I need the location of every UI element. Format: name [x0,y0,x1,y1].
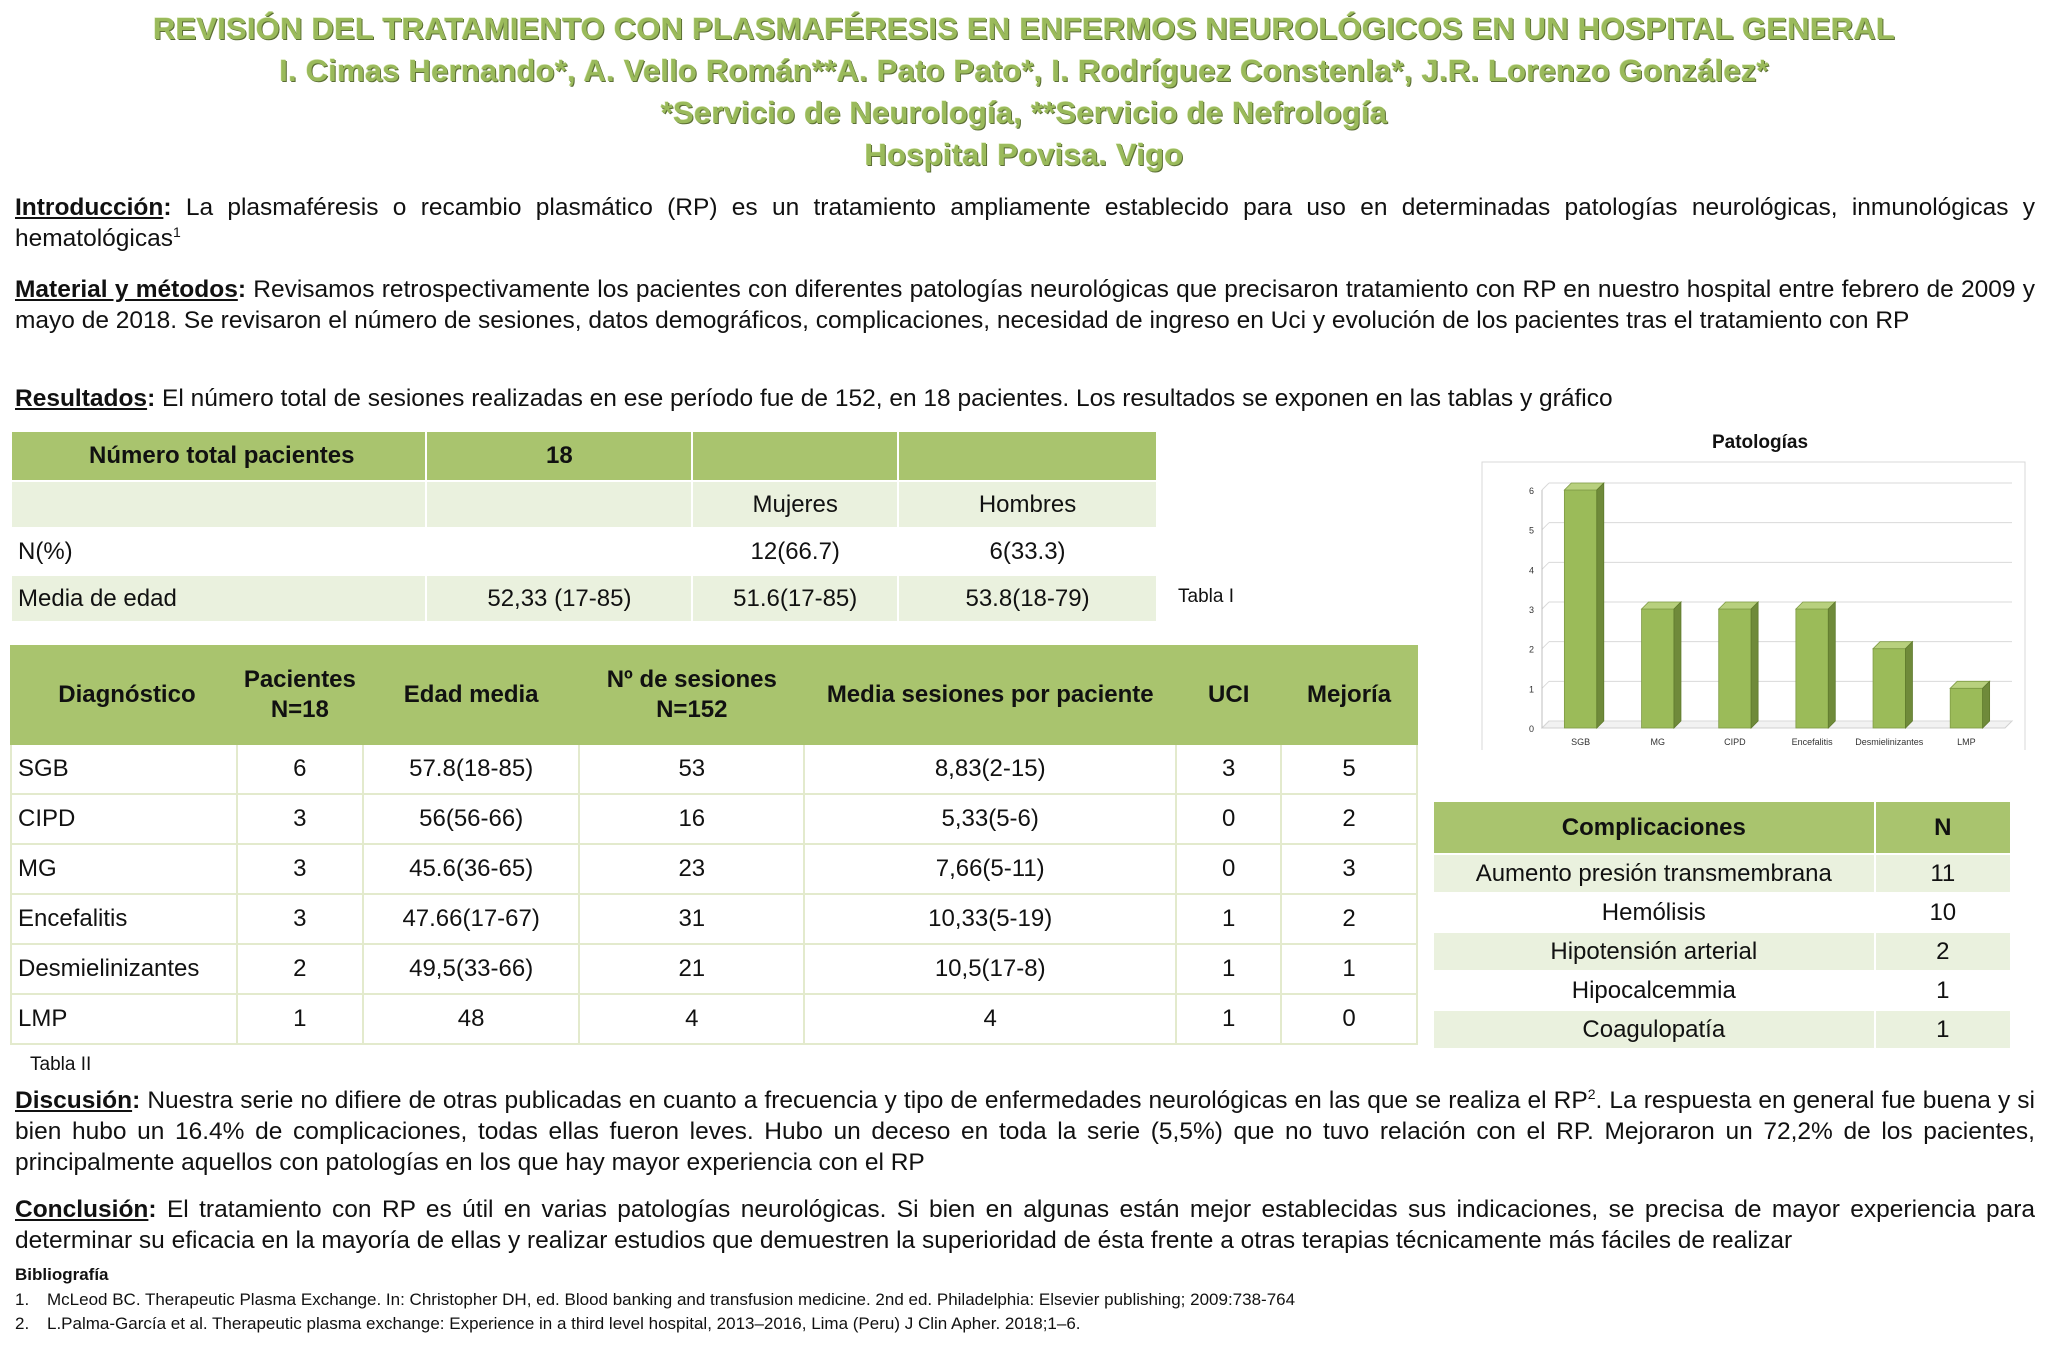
table-cell: 52,33 (17-85) [426,575,692,622]
table-cell: 0 [1176,794,1281,844]
table-row [1433,854,2011,893]
table-cell [426,481,692,528]
table-cell: CIPD [11,794,237,844]
chart-title: Patologías [1711,432,1809,453]
table-cell: Hombres [898,481,1157,528]
bibliography-text: L.Palma-García et al. Therapeutic plasma exchange: Experience in a third level hospital, 2013–2016, Lima (Peru) J Clin Apher. 2018;1–6. [47,1314,1081,1333]
table-row [11,944,1417,994]
poster-title: REVISIÓN DEL TRATAMIENTO CON PLASMAFÉRESIS EN ENFERMOS NEUROLÓGICOS EN UN HOSPITAL GENERAL [152,11,1896,46]
table-row [11,744,1417,794]
table-cell: 31 [579,894,804,944]
table-row [11,794,1417,844]
table-header-row [11,431,1157,481]
y-tick-label: 1 [1528,684,1534,695]
chart-floor [1542,721,2012,728]
chart-gridline [1542,681,1549,688]
table-cell: 6(33.3) [898,528,1157,575]
table-cell: 48 [363,994,580,1044]
discussion-label: Discusión [15,1087,133,1114]
bibliography-item [15,1314,1081,1334]
poster-departments: *Servicio de Neurología, **Servicio de Nefrología [660,95,1388,130]
bibliography-item [15,1290,1295,1310]
table-cell: SGB [11,744,237,794]
header-line: N=18 [270,696,329,723]
results-section: Resultados: El número total de sesiones realizadas en ese período fue de 152, en 18 pacientes. Los resultados se exponen en las tablas y gráfico [15,385,1613,412]
chart-bar [1642,602,1681,728]
chart-bar-side [1983,681,1990,728]
x-tick-label: Encefalitis [1791,737,1833,747]
x-tick-label: LMP [1957,737,1976,747]
table-complications [1432,800,2012,1050]
y-tick-label: 3 [1528,605,1534,615]
table-cell: 1 [1875,971,2011,1010]
methods-section: Material y métodos: Revisamos retrospectivamente los pacientes con diferentes patologías neurológicas que precisaron tratamiento con RP en nuestro hospital entre febrero de 2009 y mayo de 2018. Se revisaron el número de sesiones, datos demográficos, complicaciones, necesidad de ingreso en Uci y evolución de los pacientes tras el tratamiento con RP [15,276,2035,334]
chart-gridline [1542,483,1549,490]
intro-ref: 1 [172,223,181,240]
chart-gridline [1542,602,1549,609]
chart-bar-side [1828,602,1835,728]
intro-text: La plasmaféresis o recambio plasmático (RP) es un tratamiento ampliamente establecido para uso en determinadas patologías neurológicas, inmunológicas y hematológicas [15,194,2036,252]
bibliography-number: 2. [15,1314,30,1333]
conclusion-section: Conclusión: El tratamiento con RP es útil en varias patologías neurológicas. Si bien en algunas están mejor establecidas sus indicaciones, se precisa de mayor experiencia para determinar su eficacia en la mayoría de ellas y realizar estudios que demuestren la superioridad de ésta frente a otras terapias técnicamente más fáciles de realizar [15,1196,2035,1254]
table-cell: 1 [1875,1010,2011,1049]
table-cell: Encefalitis [11,894,237,944]
x-tick-label: CIPD [1724,737,1746,747]
table-cell: 2 [1281,794,1417,844]
conclusion-label: Conclusión [15,1196,149,1223]
chart-bar [1873,642,1912,728]
intro-label: Introducción [15,194,164,221]
table-cell: MG [11,844,237,894]
table-row [11,994,1417,1044]
table-cell: 11 [1875,854,2011,893]
chart-bar-side [1597,483,1604,728]
table-cell: 49,5(33-66) [363,944,580,994]
table-cell: N(%) [11,528,426,575]
table-cell: 56(56-66) [363,794,580,844]
table-diagnoses [10,645,1418,1045]
table-header-cell: Diagnóstico [11,646,237,744]
discussion-text-a: Nuestra serie no difiere de otras publicadas en cuanto a frecuencia y tipo de enfermedades neurológicas en las que se realiza el RP [147,1087,1588,1114]
table-cell: 6 [237,744,363,794]
table-cell: 47.66(17-67) [363,894,580,944]
header-line: N=152 [656,696,728,723]
chart-gridline [1542,642,1549,649]
table-row [11,894,1417,944]
table-cell: 10,5(17-8) [804,944,1176,994]
chart-bars [1564,483,1989,728]
table-cell: 1 [1281,944,1417,994]
table-demographics [10,430,1158,623]
table-cell: 51.6(17-85) [692,575,898,622]
chart-bar [1796,602,1835,728]
table-cell: Hipocalcemmia [1433,971,1875,1010]
table-cell: Coagulopatía [1433,1010,1875,1049]
table-cell: 7,66(5-11) [804,844,1176,894]
table-cell: 0 [1281,994,1417,1044]
discussion-ref: 2 [1587,1085,1596,1102]
x-tick-label: SGB [1571,737,1591,747]
chart-bar-side [1674,602,1681,728]
pathology-bar-chart [1450,420,2030,750]
table-cell: Mujeres [692,481,898,528]
table-cell: 16 [579,794,804,844]
table-header-cell: Media sesiones por paciente [804,646,1176,744]
table-header-row [11,646,1417,744]
table-cell: 21 [579,944,804,994]
chart-bar-front [1564,490,1596,728]
results-label: Resultados [15,385,148,412]
table-row [1433,932,2011,971]
table-row [1433,893,2011,932]
chart-gridline [1542,523,1549,530]
y-tick-label: 6 [1528,486,1534,496]
chart-bar [1564,483,1603,728]
table-cell: Aumento presión transmembrana [1433,854,1875,893]
y-tick-label: 0 [1528,724,1534,734]
table-cell: 2 [237,944,363,994]
y-tick-label: 4 [1528,565,1534,576]
results-text: El número total de sesiones realizadas en ese período fue de 152, en 18 pacientes. Los resultados se exponen en las tablas y gráfico [162,385,1613,412]
table-cell: 2 [1281,894,1417,944]
table-cell [11,481,426,528]
table-cell: 53 [579,744,804,794]
header-line: Nº de sesiones [606,666,777,693]
table1-caption: Tabla I [1178,586,1234,607]
table-header-cell: UCI [1176,646,1281,744]
table-cell: 5 [1281,744,1417,794]
table-header-cell: N [1875,801,2011,854]
methods-label: Material y métodos [15,276,238,303]
chart-bar-front [1873,649,1905,728]
chart-bar-front [1642,609,1674,728]
table-cell: 10 [1875,893,2011,932]
y-tick-label: 5 [1528,525,1534,536]
discussion-text-b: . La respuesta en general fue buena y si bien hubo un 16.4% de complicaciones, todas ellas fueron leves. Hubo un deceso en toda la serie (5,5%) que no tuvo relación con el RP. Mejoraron un 72,2% de los pacientes, principalmente aquellos con patologías en los que hay mayor experiencia con el RP [15,1087,2035,1176]
table-cell: 3 [237,894,363,944]
table-cell: 8,83(2-15) [804,744,1176,794]
table-cell: 4 [579,994,804,1044]
chart-bar [1950,681,1989,728]
table-cell: 3 [1176,744,1281,794]
bibliography-number: 1. [15,1290,30,1309]
table-cell: 3 [237,794,363,844]
header-line: Pacientes [243,666,356,693]
table-cell: 3 [237,844,363,894]
chart-bar-side [1751,602,1758,728]
table-cell: 1 [1176,994,1281,1044]
poster-authors: I. Cimas Hernando*, A. Vello Román**A. Pato Pato*, I. Rodríguez Constenla*, J.R. Lorenzo González* [279,53,1769,88]
table-cell: 3 [1281,844,1417,894]
table-cell: 0 [1176,844,1281,894]
table-cell: 12(66.7) [692,528,898,575]
table-row [11,528,1157,575]
y-tick-label: 2 [1528,644,1534,655]
x-tick-label: Desmielinizantes [1855,737,1924,747]
table-cell: 4 [804,994,1176,1044]
table-cell: 23 [579,844,804,894]
table-cell: 53.8(18-79) [898,575,1157,622]
table-header-cell [237,646,363,744]
chart-bar-front [1796,609,1828,728]
chart-bar-side [1905,642,1912,728]
table-header-cell: Número total pacientes [11,431,426,481]
table-header-row [1433,801,2011,854]
chart-gridline [1542,562,1549,569]
x-tick-label: MG [1650,737,1665,747]
table-cell: Hemólisis [1433,893,1875,932]
poster-header [0,8,2048,176]
chart-bar-front [1719,609,1751,728]
table-cell [426,528,692,575]
table-header-cell [898,431,1157,481]
table-cell: Media de edad [11,575,426,622]
bibliography-title: Bibliografía [15,1265,109,1284]
table-cell: 45.6(36-65) [363,844,580,894]
table-cell: 1 [237,994,363,1044]
table-row [11,481,1157,528]
table-header-cell [579,646,804,744]
intro-section: Introducción: La plasmaféresis o recambio plasmático (RP) es un tratamiento ampliamente establecido para uso en determinadas patologías neurológicas, inmunológicas y hematológicas$^1$ [15,194,2036,252]
discussion-section: Discusión: Nuestra serie no difiere de otras publicadas en cuanto a frecuencia y tipo de enfermedades neurológicas en las que se realiza el $RP^2$. La respuesta en general fue buena y si bien hubo un 16.4% de complicaciones, todas ellas fueron leves. Hubo un deceso en toda la serie (5,5%) que no tuvo relación con el RP. Mejoraron un 72,2% de los pacientes, principalmente aquellos con patologías en los que hay mayor experiencia con el RP [15,1085,2035,1176]
table-cell: 10,33(5-19) [804,894,1176,944]
table-cell: 1 [1176,894,1281,944]
table-cell: 2 [1875,932,2011,971]
table-cell: 57.8(18-85) [363,744,580,794]
poster-hospital: Hospital Povisa. Vigo [864,137,1184,172]
table-row [11,844,1417,894]
methods-text: Revisamos retrospectivamente los pacientes con diferentes patologías neurológicas que precisaron tratamiento con RP en nuestro hospital entre febrero de 2009 y mayo de 2018. Se revisaron el número de sesiones, datos demográficos, complicaciones, necesidad de ingreso en Uci y evolución de los pacientes tras el tratamiento con RP [15,276,2035,334]
table2-caption: Tabla II [30,1054,92,1075]
chart-bar-front [1950,688,1982,728]
table-row [11,575,1157,622]
table-header-cell: 18 [426,431,692,481]
table-row [1433,1010,2011,1049]
table-row [1433,971,2011,1010]
table-cell: Desmielinizantes [11,944,237,994]
table-header-cell: Complicaciones [1433,801,1875,854]
table-cell: 1 [1176,944,1281,994]
table-header-cell [692,431,898,481]
table-cell: 5,33(5-6) [804,794,1176,844]
chart-bar [1719,602,1758,728]
conclusion-text: El tratamiento con RP es útil en varias patologías neurológicas. Si bien en algunas están mejor establecidas sus indicaciones, se precisa de mayor experiencia para determinar su eficacia en la mayoría de ellas y realizar estudios que demuestren la superioridad de ésta frente a otras terapias técnicamente más fáciles de realizar [15,1196,2035,1254]
table-header-cell: Mejoría [1281,646,1417,744]
table-cell: Hipotensión arterial [1433,932,1875,971]
table-header-cell: Edad media [363,646,580,744]
bibliography-text: McLeod BC. Therapeutic Plasma Exchange. In: Christopher DH, ed. Blood banking and transfusion medicine. 2nd ed. Philadelphia: Elsevier publishing; 2009:738-764 [47,1290,1296,1309]
table-cell: LMP [11,994,237,1044]
